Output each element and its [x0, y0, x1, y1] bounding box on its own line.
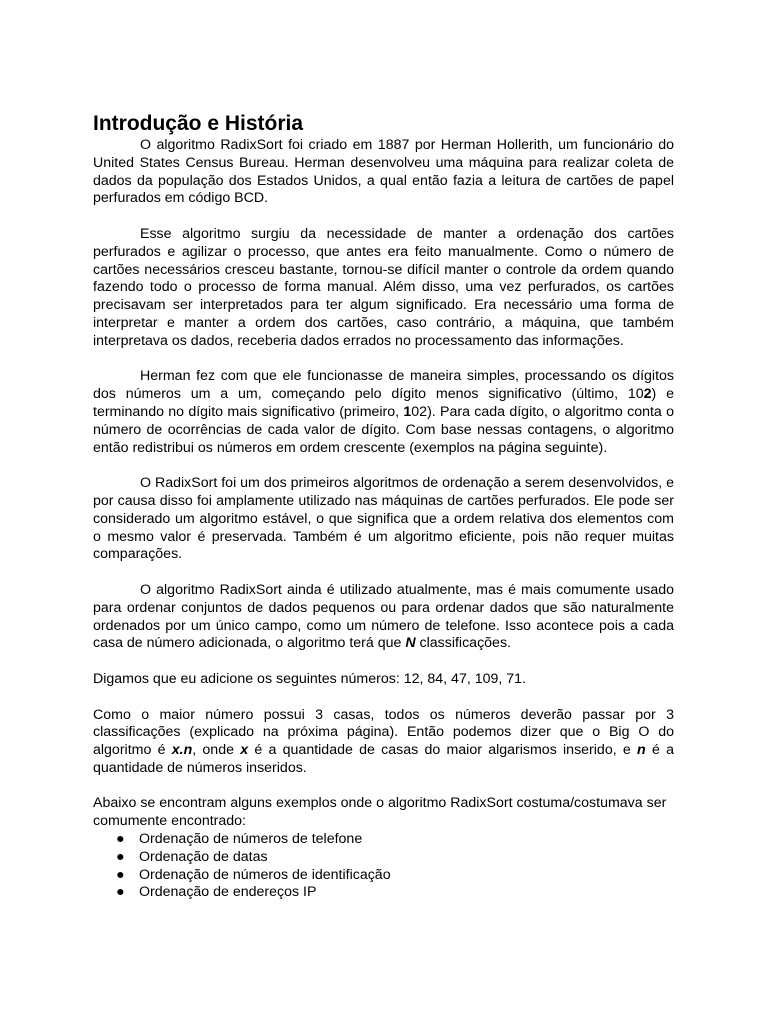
method-bold-digit-2: 2 [643, 386, 652, 403]
complexity-n: n [637, 742, 646, 759]
complexity-x: x [240, 742, 249, 759]
list-item [116, 884, 674, 902]
paragraph-current-use [93, 582, 674, 653]
method-text-1: Herman fez com que ele funcionasse de maneira simples, processando os dígitos dos números um a um, começando pelo dígito menos significativo (último, 10 [93, 368, 674, 403]
method-bold-digit-1: 1 [403, 403, 412, 420]
paragraph-stability: O RadixSort foi um dos primeiros algoritmos de ordenação a serem desenvolvidos, e por causa disso foi amplamente utilizado nas máquinas de cartões perfurados. Ele pode ser considerado um algoritmo estável, o que significa que a ordem relativa dos elementos com o mesmo valor é preservada. Também é um algoritmo eficiente, pois não requer muitas comparações. [93, 475, 674, 563]
list-item [116, 831, 674, 849]
section-title: Introdução e História [93, 112, 304, 135]
paragraph-method [93, 368, 674, 457]
method-text-3: 02). Para cada dígito, o algoritmo conta o número de ocorrências de cada valor de dígito. Com base nessas contagens, o algoritmo então redistribui os números em ordem crescente (exemplos na página seguinte). [93, 403, 674, 456]
list-item-label: Ordenação de números de telefone [139, 831, 363, 848]
list-item-label: Ordenação de números de identificação [139, 866, 391, 883]
bullet-icon: ● [116, 866, 125, 883]
paragraph-gap [93, 351, 674, 369]
paragraph-examples-intro: Abaixo se encontram alguns exemplos onde o algoritmo RadixSort costuma/costumava ser comumente encontrado: [93, 795, 667, 830]
complexity-text-1: Como o maior número possui 3 casas, todos os números deverão passar por 3 classificações (explicado na próxima página). Então podemos dizer que o Big O do algoritmo é [93, 706, 674, 759]
complexity-text-3: é a quantidade de casas do maior algarismos inserido, e [248, 742, 638, 759]
bullet-icon: ● [116, 848, 125, 865]
complexity-xn: x.n [171, 742, 193, 759]
current-use-text-2: classificações. [415, 635, 511, 652]
paragraph-gap [93, 653, 674, 671]
list-item-label: Ordenação de datas [139, 848, 268, 865]
list-item [116, 867, 674, 885]
paragraph-origin: O algoritmo RadixSort foi criado em 1887 por Herman Hollerith, um funcionário do United States Census Bureau. Herman desenvolveu uma máquina para realizar coleta de dados da população dos Estados Unidos, a qual então fazia a leitura de cartões de papel perfurados em código BCD. [93, 137, 674, 207]
paragraph-gap [93, 457, 674, 475]
paragraph-gap [93, 778, 674, 796]
current-use-n: N [405, 635, 416, 652]
method-text-2: ) e terminando no dígito mais significativo (primeiro, [93, 386, 674, 420]
complexity-text-4: é a quantidade de números inseridos. [93, 742, 674, 776]
bullet-icon: ● [116, 884, 125, 901]
paragraph-gap [93, 689, 674, 707]
paragraph-gap [93, 208, 674, 226]
paragraph-example-numbers: Digamos que eu adicione os seguintes números: 12, 84, 47, 109, 71. [93, 670, 527, 687]
bullet-icon: ● [116, 831, 125, 848]
paragraph-gap [93, 564, 674, 582]
complexity-text-2: , onde [192, 742, 241, 759]
list-item [116, 849, 674, 867]
paragraph-complexity [93, 707, 674, 778]
paragraph-need: Esse algoritmo surgiu da necessidade de manter a ordenação dos cartões perfurados e agilizar o processo, que antes era feito manualmente. Como o número de cartões necessários cresceu bastante, tornou-se difícil manter o controle da ordem quando fazendo todo o processo de forma manual. Além disso, uma vez perfurados, os cartões precisavam ser interpretados para ter algum significado. Era necessário uma forma de interpretar e manter a ordem dos cartões, caso contrário, a máquina, que também interpretava os dados, receberia dados errados no processamento das informações. [93, 225, 674, 349]
examples-list [93, 831, 674, 902]
current-use-text-1: O algoritmo RadixSort ainda é utilizado atualmente, mas é mais comumente usado para ordenar conjuntos de dados pequenos ou para ordenar dados que são naturalmente ordenados por um único campo, como um número de telefone. Isso acontece pois a cada casa de número adicionada, o algoritmo terá que [93, 581, 674, 652]
list-item-label: Ordenação de endereços IP [139, 884, 317, 901]
